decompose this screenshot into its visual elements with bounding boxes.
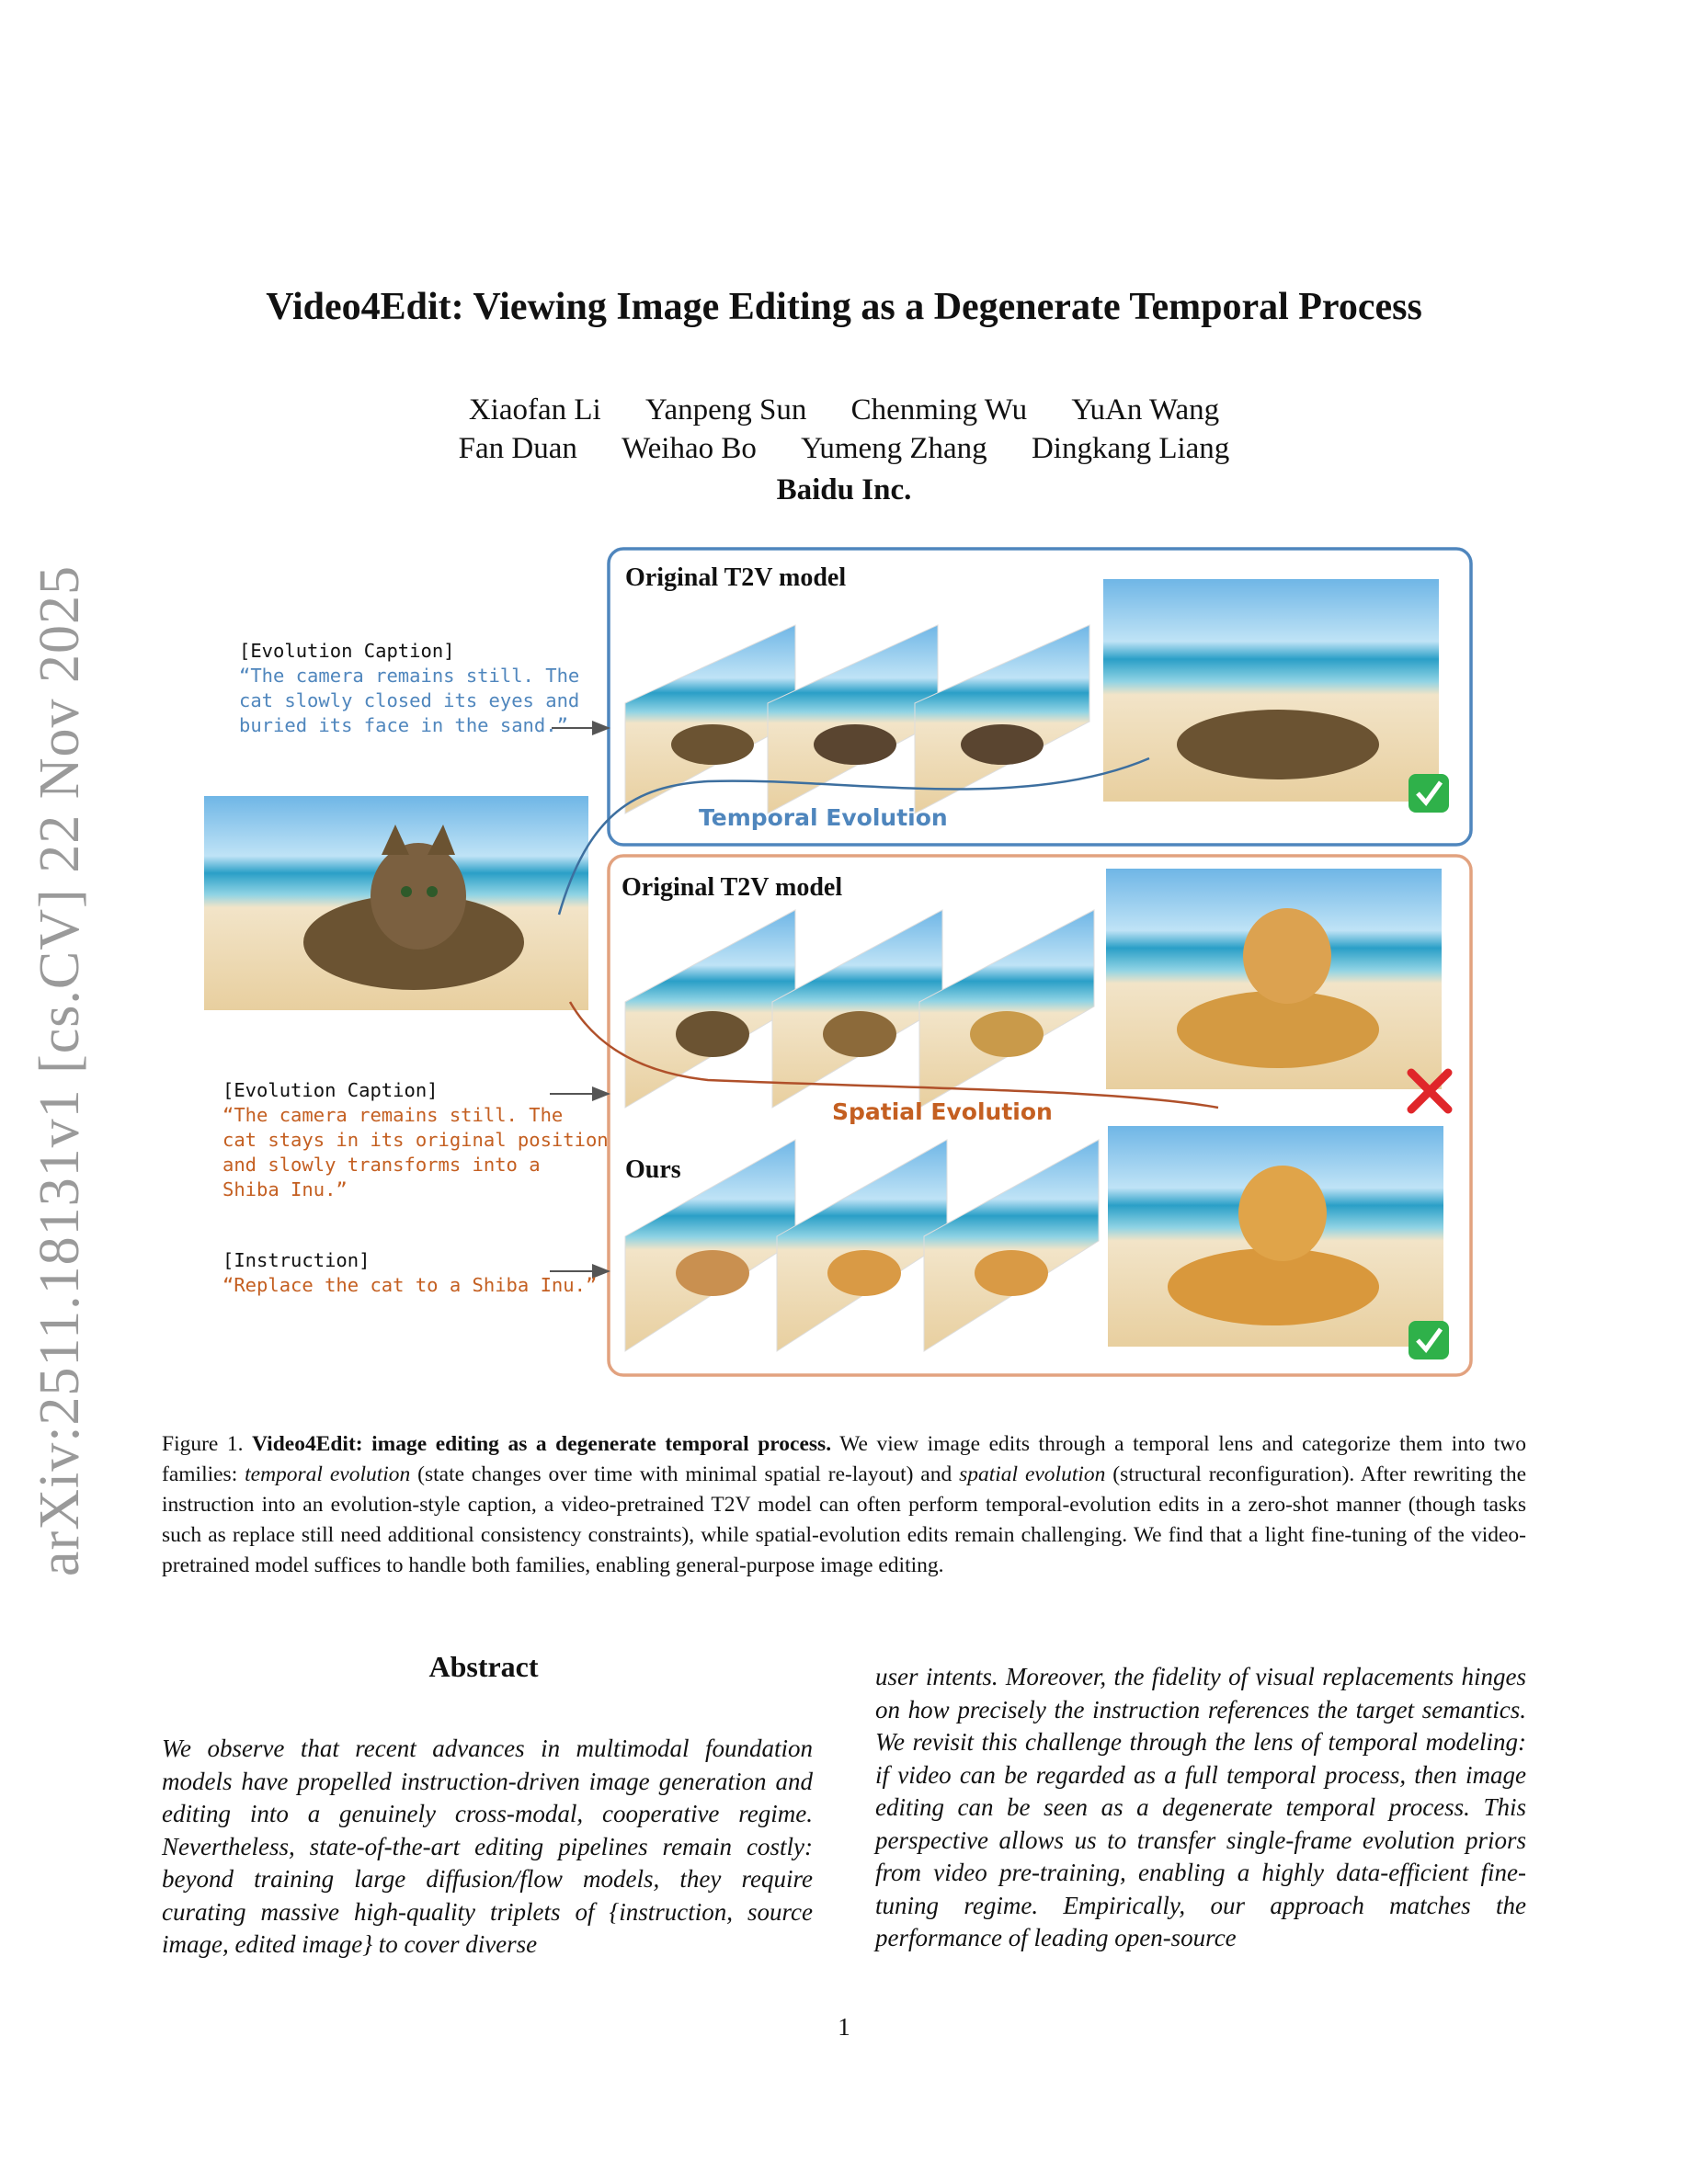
caption-line: and slowly transforms into a — [222, 1154, 541, 1176]
figure-caption-italic: temporal evolution — [245, 1462, 411, 1486]
caption-label: [Evolution Caption] — [239, 640, 455, 662]
check-mark-icon — [1409, 1321, 1449, 1359]
author-name: Dingkang Liang — [1031, 432, 1230, 465]
author-name: Weihao Bo — [622, 432, 757, 465]
page-number: 1 — [838, 2013, 850, 2041]
panel-title-top: Original T2V model — [625, 563, 847, 592]
frame-mid-1 — [625, 910, 795, 1108]
figure-caption-text: (structural reconfiguration). After rewriting the instruction into an evolution-style caption, a video-pretrained T2V model can often perform temporal-evolution edits in a zero-shot manner (though tasks such as replace still need additional consistency constraints), while spatial-evolution edits remain challenging. We find that a light fine-tuning of the video-pretrained model suffices to handle both families, enabling general-purpose image editing. — [162, 1462, 1527, 1577]
abstract-column-2: user intents. Moreover, the fidelity of visual replacements hinges on how precisely the instruction references the target semantics. We revisit this challenge through the lens of temporal modeling: if video can be regarded as a full temporal process, then image editing can be seen as a degenerate temporal process. This perspective allows us to transfer single-frame evolution priors from video pre-training, enabling a highly data-efficient fine-tuning regime. Empirically, our approach matches the performance of leading open-source — [875, 1663, 1526, 1951]
figure-caption-italic: spatial evolution — [959, 1462, 1106, 1486]
abstract-column-1: We observe that recent advances in multimodal foundation models have propelled instruction-driven image generation and editing into a genuinely cross-modal, cooperative regime. Nevertheless, state-of-the-art editing pipelines remain costly: beyond training large diffusion/flow models, they require curating massive high-quality triplets of {instruction, source image, edited image} to cover diverse — [162, 1735, 813, 1958]
instruction-caption — [222, 1248, 597, 1298]
source-cat-image — [204, 796, 588, 1010]
caption-line: cat slowly closed its eyes and — [239, 689, 580, 711]
evolution-caption-2 — [222, 1078, 609, 1202]
authors-line-2 — [0, 432, 1688, 466]
caption-line: cat stays in its original position — [222, 1129, 609, 1151]
check-mark-icon — [1409, 774, 1449, 813]
paper-title: Video4Edit: Viewing Image Editing as a Degenerate Temporal Process — [266, 286, 1422, 328]
author-name: Yumeng Zhang — [801, 432, 987, 465]
frame-bottom-2 — [777, 1140, 947, 1351]
frame-mid-2 — [772, 910, 942, 1108]
abstract-heading: Abstract — [428, 1650, 539, 1683]
instruction-text: “Replace the cat to a Shiba Inu.” — [222, 1274, 598, 1296]
caption-line: “The camera remains still. The — [222, 1104, 564, 1126]
spatial-evolution-label: Spatial Evolution — [832, 1098, 1053, 1125]
author-name: Xiaofan Li — [468, 393, 601, 427]
caption-label: [Evolution Caption] — [222, 1079, 439, 1101]
result-mid-image — [1106, 869, 1442, 1089]
author-name: YuAn Wang — [1071, 393, 1220, 427]
figure-caption-text: We view image edits through a temporal lens and categorize them into two families: — [162, 1432, 1527, 1486]
authors-line-1 — [0, 393, 1688, 427]
author-name: Yanpeng Sun — [644, 393, 807, 427]
figure-caption-bold: Video4Edit: image editing as a degenerate temporal process. — [252, 1432, 832, 1456]
author-name: Fan Duan — [458, 432, 577, 465]
caption-line: “The camera remains still. The — [239, 665, 580, 687]
figure-1 — [193, 538, 1480, 1388]
result-bottom-image — [1108, 1126, 1443, 1347]
caption-line: buried its face in the sand.” — [239, 714, 568, 736]
affiliation: Baidu Inc. — [776, 473, 912, 506]
figure-caption-label: Figure 1. — [162, 1432, 244, 1456]
author-name: Chenming Wu — [850, 393, 1028, 427]
panel-title-bottom: Ours — [625, 1155, 681, 1184]
evolution-caption-1 — [239, 639, 579, 738]
instruction-label: [Instruction] — [222, 1249, 371, 1271]
frame-bottom-3 — [924, 1140, 1099, 1351]
frame-top-3 — [915, 625, 1089, 813]
figure-caption-text: (state changes over time with minimal spatial re-layout) and — [410, 1462, 960, 1486]
temporal-evolution-label: Temporal Evolution — [699, 804, 948, 831]
panel-title-middle: Original T2V model — [622, 873, 843, 902]
caption-line: Shiba Inu.” — [222, 1178, 348, 1200]
arxiv-stamp: arXiv:2511.18131v1 [cs.CV] 22 Nov 2025 — [29, 565, 91, 1576]
frame-mid-3 — [919, 910, 1094, 1108]
result-top-image — [1103, 579, 1439, 802]
figure-caption — [162, 1429, 1526, 1581]
